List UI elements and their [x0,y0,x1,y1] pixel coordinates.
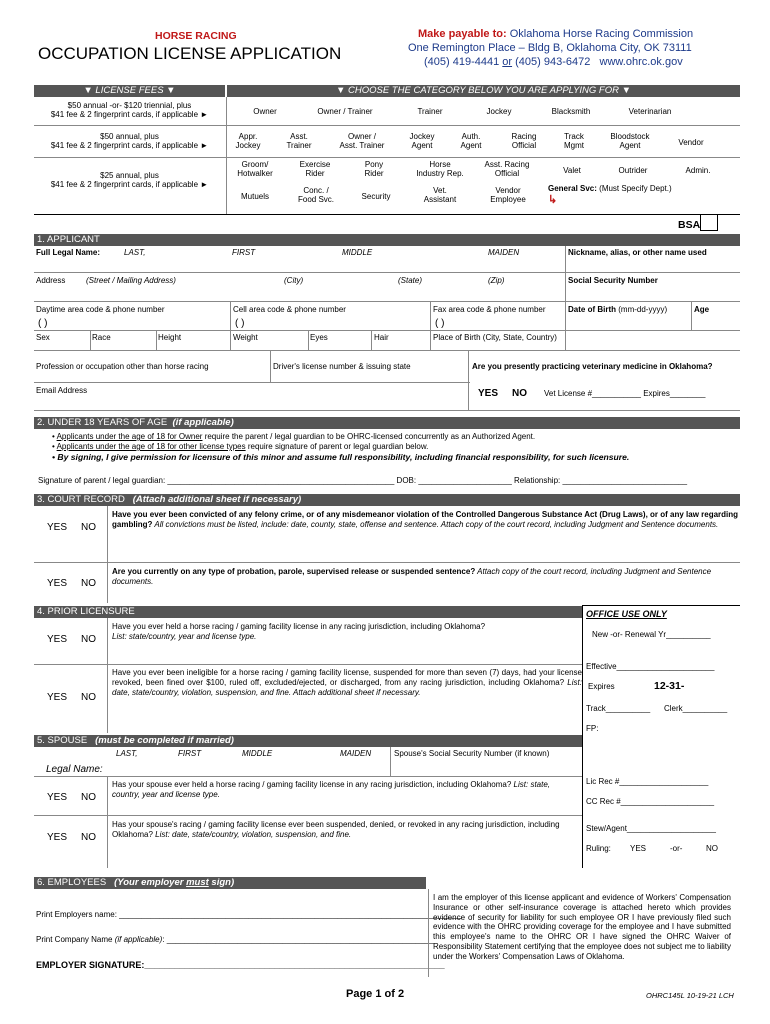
state-label: (State) [398,276,423,285]
category-jockey-agent[interactable] [400,132,444,150]
spouse-maiden-label: MAIDEN [340,749,372,758]
vet-no-option[interactable]: NO [512,388,527,399]
vet-a: Vet. [433,186,447,195]
s5-note: (must be completed if married) [95,735,234,746]
payable-name: Oklahoma Horse Racing Commission [509,28,694,40]
first-name-label: FIRST [232,248,256,257]
page-title: OCCUPATION LICENSE APPLICATION [38,44,342,63]
minor-bullet-3: • By signing, I give permission for licensure of this minor and assume full responsibility, including financial responsibility, for such licensure. [52,452,630,462]
court-q1-no[interactable]: NO [81,522,96,533]
auth-a: Auth. [461,132,481,141]
horse-a: Horse [429,160,451,169]
dob-format: (mm-dd-yyyy) [618,305,668,314]
employer-signature[interactable]: EMPLOYER SIGNATURE:____________________________________________________________ [36,960,445,970]
p1-italic: List: state/country, year and license type. [112,632,257,641]
asst-a: Asst. [290,132,308,141]
pony-b: Rider [364,169,384,179]
spouse-q2-yes[interactable]: YES [47,832,68,843]
p2-italic: List: date, state/country, violation, suspension, and fine. Attach additional sheet if necessary. [112,678,582,697]
groom-a: Groom/ [241,160,269,169]
general-note: (Must Specify Dept.) [599,184,672,193]
category-general-svc[interactable] [548,184,672,193]
fee-tier-2 [34,132,225,150]
asst-b: Trainer [286,141,312,151]
p1-text: Have you ever held a horse racing / gaming facility license in any racing jurisdiction, including Oklahoma? [112,622,486,631]
category-header: ▼ CHOOSE THE CATEGORY BELOW YOU ARE APPLYING FOR ▼ [227,85,740,97]
prior-q2-yes[interactable]: YES [47,692,68,703]
b2-text: require signature of parent or legal guardian below. [245,442,429,451]
racing-b: Official [511,141,537,151]
category-jockey[interactable]: Jockey [486,107,512,116]
arace-a: Asst. Racing [484,160,530,169]
section-3-header [34,494,740,506]
category-auth-agent[interactable] [452,132,490,150]
office-clerk[interactable]: Clerk__________ [664,704,728,713]
prior-question-1 [112,622,582,642]
prior-q1-no[interactable]: NO [81,634,96,645]
full-legal-label: Full Legal Name: [36,248,101,257]
arace-b: Official [494,169,520,179]
s3-title: 3. COURT RECORD [37,494,125,505]
vet-practice-question: Are you presently practicing veterinary medicine in Oklahoma? [472,362,713,371]
print-employer-name[interactable]: Print Employers name: _____________________________________________________________________________ [36,910,462,919]
print-company-name[interactable] [36,935,434,944]
ssn-label: Social Security Number [568,276,658,285]
co-note: (if applicable) [114,935,163,944]
license-fees-header: ▼ LICENSE FEES ▼ [34,85,225,97]
s6-note: (Your employer must sign) [114,877,235,888]
co-line: : ____________________________________________________________ [162,935,434,944]
appr-b: Jockey [235,141,261,151]
s5-title: 5. SPOUSE [37,735,88,746]
pony-a: Pony [364,160,384,169]
category-exercise-rider[interactable] [290,160,340,178]
fee-tier-3 [34,171,225,189]
dob-text: Date of Birth [568,305,616,314]
vemp-a: Vendor [495,186,521,195]
cell-phone-label: Cell area code & phone number [233,305,346,314]
eyes-label: Eyes [310,333,328,342]
office-expires-value[interactable]: 12-31- [654,680,685,692]
office-steward[interactable]: Stew/Agent____________________ [586,824,716,833]
spouse-q1-yes[interactable]: YES [47,792,68,803]
sp2-text: Has your spouse's racing / gaming facility license ever been suspended, denied, or revoked in any racing jurisdiction, including Oklahoma? [112,820,560,839]
spouse-question-2 [112,820,562,840]
track-a: Track [564,132,584,141]
office-track[interactable]: Track__________ [586,704,651,713]
category-admin[interactable]: Admin. [685,166,711,175]
website: www.ohrc.ok.gov [599,56,683,68]
vet-yes-option[interactable]: YES [478,388,499,399]
category-appr-jockey[interactable] [226,132,270,150]
general-arrow-icon: ↳ [548,194,558,206]
category-valet[interactable]: Valet [563,166,581,175]
nickname-label: Nickname, alias, or other name used [568,248,707,257]
blood-b: Agent [619,141,641,151]
q2-bold: Are you currently on any type of probation, parole, supervised release or suspended sentence? [112,567,476,576]
office-ruling-label: Ruling: [586,844,611,853]
general-label: General Svc: [548,184,597,193]
category-owner-asst-trainer[interactable] [330,132,394,150]
category-asst-racing-official[interactable] [478,160,536,178]
office-lic-rec[interactable]: Lic Rec #____________________ [586,777,709,786]
category-bloodstock-agent[interactable] [602,132,658,150]
category-vendor-employee[interactable] [480,186,536,204]
s6-title: 6. EMPLOYEES [37,877,107,888]
category-conc-food[interactable] [290,186,342,204]
race-label: Race [92,333,111,342]
court-q1-yes[interactable]: YES [47,522,68,533]
office-ruling-yes[interactable]: YES [630,844,647,853]
category-label: HORSE RACING [155,30,237,42]
form-id: OHRC145L 10-19-21 LCH [646,991,734,1000]
category-trainer[interactable]: Trainer [417,107,443,116]
q1-italic: All convictions must be listed, include: date, county, state, offense and sentence. Attach copy of the court record, including Judgment and Sentence documents. [152,520,719,529]
category-veterinarian[interactable]: Veterinarian [628,107,672,116]
fee1-b: $41 fee & 2 fingerprint cards, if applicable ► [50,110,209,120]
bsa-checkbox[interactable] [700,214,718,231]
place-of-birth-label: Place of Birth (City, State, Country) [433,333,557,342]
payable-line [418,28,693,41]
minor-bullet-1: • Applicants under the age of 18 for Owner require the parent / legal guardian to be OHRC-licensed concurrently as an Authorized Agent. [52,432,536,441]
exer-a: Exercise [299,160,331,169]
section-5-header [34,735,582,747]
category-outrider[interactable]: Outrider [618,166,648,175]
full-legal-name-field[interactable] [36,258,564,271]
hair-label: Hair [374,333,389,342]
dob-label [568,305,667,314]
s3-note: (Attach additional sheet if necessary) [132,494,302,505]
auth-b: Agent [460,141,482,151]
category-pony-rider[interactable] [352,160,396,178]
profession-label: Profession or occupation other than horse racing [36,362,209,371]
owner-asst-b: Asst. Trainer [339,141,385,151]
prior-question-2 [112,668,582,698]
fee3-b: $41 fee & 2 fingerprint cards, if applicable ► [50,180,209,190]
section-6-header [34,877,426,889]
category-vet-assistant[interactable] [414,186,466,204]
horse-b: Industry Rep. [416,169,464,179]
court-question-1 [112,510,740,530]
weight-label: Weight [233,333,258,342]
fax-area[interactable]: ( ) [435,318,445,329]
zip-label: (Zip) [488,276,505,285]
track-b: Mgmt [564,141,584,151]
b3-text: By signing, I give permission for licensure of this minor and assume full responsibility, including financial responsibility, for such licensure. [57,452,630,462]
prior-q1-yes[interactable]: YES [47,634,68,645]
minor-bullet-2: • Applicants under the age of 18 for other license types require signature of parent or legal guardian below. [52,442,429,451]
drivers-license-label: Driver's license number & issuing state [273,362,411,371]
spouse-first-label: FIRST [178,749,202,758]
blood-a: Bloodstock [610,132,650,141]
owner-asst-a: Owner / [347,132,376,141]
co-label: Print Company Name [36,935,113,944]
day-phone-label: Daytime area code & phone number [36,305,165,314]
office-ruling-or: -or- [670,844,683,853]
section-2-header [34,417,740,429]
phone-b: (405) 943-6472 [515,56,591,68]
fee-tier-1 [34,101,225,119]
category-security[interactable]: Security [361,192,391,201]
vemp-b: Employee [490,195,526,205]
age-label: Age [694,305,710,314]
sp1-text: Has your spouse ever held a horse racing / gaming facility license in any racing jurisdiction, including Oklahoma? [112,780,512,789]
street-label: (Street / Mailing Address) [86,276,176,285]
fee2-b: $41 fee & 2 fingerprint cards, if applicable ► [50,141,209,151]
spouse-last-label: LAST, [116,749,138,758]
spouse-legal-name-label: Legal Name: [46,764,103,775]
category-vendor[interactable]: Vendor [678,138,704,147]
sp1-italic: List: state, country, year and license type. [112,780,551,799]
jagent-b: Agent [411,141,433,151]
court-question-2 [112,567,740,587]
b2-underlined: Applicants under the age of 18 for other license types [56,442,246,451]
p2-text: Have you ever been ineligible for a horse racing / gaming facility license, suspended for more than seven (7) days, had your license revoked, been fined over $100, ruled off, excluded/ejected, or discharged, from any racing jurisdiction, including Oklahoma? [112,668,582,687]
office-new-renewal[interactable]: New -or- Renewal Yr__________ [592,630,711,639]
prior-q2-no[interactable]: NO [81,692,96,703]
email-label: Email Address [36,386,88,395]
address-label: Address [36,276,66,285]
spouse-q1-no[interactable]: NO [81,792,96,803]
phone-a: (405) 419-4441 [424,56,500,68]
conc-a: Conc. / [303,186,329,195]
category-blacksmith[interactable]: Blacksmith [551,107,591,116]
category-mutuels[interactable]: Mutuels [240,192,269,201]
b1-underlined: Applicants under the age of 18 for Owner [56,432,203,441]
contact-line [424,56,683,69]
last-name-label: LAST, [124,248,146,257]
maiden-name-label: MAIDEN [488,248,520,257]
appr-a: Appr. [238,132,258,141]
section-1-header: 1. APPLICANT [34,234,740,246]
office-expires-label: Expires [588,682,615,691]
fee3-a: $25 annual, plus [100,171,159,180]
section-4-header: 4. PRIOR LICENSURE [34,606,582,618]
office-ruling-no[interactable]: NO [706,844,718,853]
vet-license-field[interactable]: Vet License #___________ Expires________ [544,389,706,398]
office-address: One Remington Place – Bldg B, Oklahoma City, OK 73111 [408,42,692,54]
category-racing-official[interactable] [498,132,550,150]
cell-phone-area[interactable]: ( ) [235,318,245,329]
middle-name-label: MIDDLE [342,248,373,257]
sex-label: Sex [36,333,50,342]
office-effective[interactable]: Effective______________________ [586,662,715,671]
category-track-mgmt[interactable] [556,132,592,150]
b1-text: require the parent / legal guardian to be OHRC-licensed concurrently as an Authorized Agent. [202,432,536,441]
category-owner-trainer[interactable]: Owner / Trainer [317,107,373,116]
city-label: (City) [284,276,304,285]
court-q2-yes[interactable]: YES [47,578,68,589]
office-fp[interactable]: FP: [586,724,599,733]
q1-bold: Have you ever been convicted of any felony crime, or of any misdemeanor violation of the Controlled Dangerous Substance Act (Drug Laws), or of any law regarding gambling? [112,510,739,529]
guardian-signature-line[interactable]: Signature of parent / legal guardian: ___________________________________________________ DOB: _____________________ Relationship: ____________________________ [38,476,688,485]
fax-label: Fax area code & phone number [433,305,546,314]
spouse-q2-no[interactable]: NO [81,832,96,843]
exer-b: Rider [305,169,325,179]
s2-title: 2. UNDER 18 YEARS OF AGE [37,417,168,428]
employer-statement: I am the employer of this license applicant and evidence of Workers' Compensation Insurance or other self-insurance coverage is attached hereto which provides evidence of security for liability for such employee OR I have previously filed such evidence with the OHRC providing coverage for the employee and I have submitted this employee's name to the OHRC OR I have signed the OHRC Waiver of Responsibility Statement certifying that the employee does not subject me to liability under the Workers' Compensation Laws of Oklahoma. [433,893,731,961]
sp2-italic: List: date, state/country, violation, suspension, and fine. [152,830,352,839]
fee1-a: $50 annual -or- $120 triennial, plus [67,101,192,110]
bsa-label: BSA [678,219,701,231]
groom-b: Hotwalker [237,169,273,179]
spouse-question-1 [112,780,552,800]
page-number: Page 1 of 2 [346,988,405,1000]
q2-italic: Attach copy of the court record, including Judgment and Sentence documents. [112,567,712,586]
height-label: Height [158,333,182,342]
fee2-a: $50 annual, plus [100,132,159,141]
s2-note: (if applicable) [172,417,234,428]
jagent-a: Jockey [409,132,435,141]
payable-label: Make payable to: [418,28,507,40]
spouse-middle-label: MIDDLE [242,749,273,758]
racing-a: Racing [511,132,537,141]
category-owner[interactable]: Owner [253,107,277,116]
category-horse-industry-rep[interactable] [408,160,472,178]
day-phone-area[interactable]: ( ) [38,318,48,329]
conc-b: Food Svc. [297,195,334,205]
or-word: or [502,56,513,68]
court-q2-no[interactable]: NO [81,578,96,589]
spouse-ssn-label: Spouse's Social Security Number (if known) [394,749,550,758]
category-asst-trainer[interactable] [276,132,322,150]
category-groom-hotwalker[interactable] [226,160,284,178]
vet-b: Assistant [423,195,457,205]
office-use-title: OFFICE USE ONLY [586,609,667,619]
office-cc-rec[interactable]: CC Rec #_____________________ [586,797,715,806]
